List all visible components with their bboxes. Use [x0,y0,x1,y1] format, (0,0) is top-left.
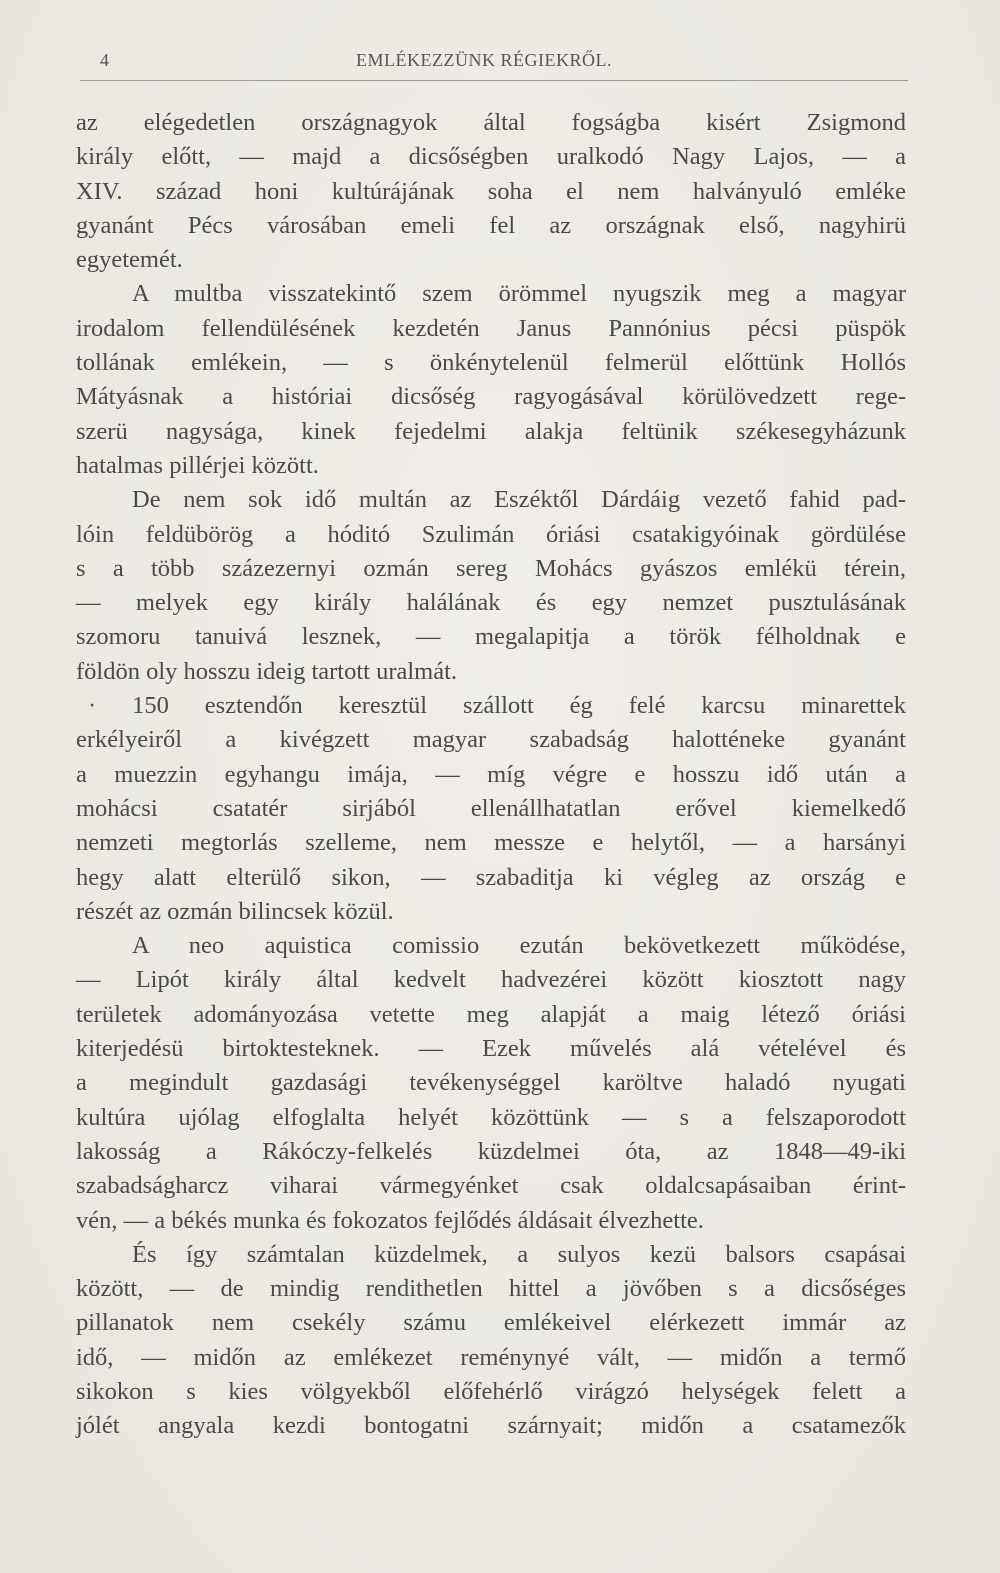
text-line: szabadságharcz viharai vármegyénket csak oldalcsapásaiban érint- [76,1172,906,1200]
text-line: A neo aquistica comissio ezután bekövetkezett működése, [132,932,906,960]
text-line: Mátyásnak a históriai dicsőség ragyogásával körülövedzett rege- [76,383,906,411]
text-line: — Lipót király által kedvelt hadvezérei között kiosztott nagy [76,966,906,994]
text-line: sikokon s kies völgyekből előfehérlő virágzó helységek felett a [76,1377,906,1405]
text-line: A multba visszatekintő szem örömmel nyugszik meg a magyar [132,280,906,308]
text-line: erkélyeiről a kivégzett magyar szabadság halotténeke gyanánt [76,726,906,754]
text-line: szerü nagysága, kinek fejedelmi alakja feltünik székesegyházunk [76,417,906,445]
text-line: mohácsi csatatér sirjából ellenállhatatlan erővel kiemelkedő [76,794,906,822]
text-line: király előtt, — majd a dicsőségben uralkodó Nagy Lajos, — a [76,143,906,171]
text-line: részét az ozmán bilincsek közül. [76,897,394,925]
text-line: De nem sok idő multán az Eszéktől Dárdáig vezető fahid pad- [132,486,906,514]
text-line: szomoru tanuivá lesznek, — megalapitja a török félholdnak e [76,623,906,651]
text-line: idő, — midőn az emlékezet reménynyé vált, — midőn a termő [76,1343,906,1371]
text-line: nemzeti megtorlás szelleme, nem messze e helytől, — a harsányi [76,829,906,857]
text-line: És így számtalan küzdelmek, a sulyos kezü balsors csapásai [132,1240,906,1268]
text-line: vén, — a békés munka és fokozatos fejlődés áldásait élvezhette. [76,1206,704,1234]
text-line: között, — de mindig rendithetlen hittel a jövőben s a dicsőséges [76,1275,906,1303]
text-line: kiterjedésü birtoktesteknek. — Ezek művelés alá vételével és [76,1035,906,1063]
page-header [76,50,908,74]
text-line: lóin feldübörög a hóditó Szulimán óriási csatakigyóinak gördülése [76,520,906,548]
text-line: irodalom fellendülésének kezdetén Janus Pannónius pécsi püspök [76,314,906,342]
text-line: az elégedetlen országnagyok által fogságba kisért Zsigmond [76,109,906,136]
text-line: hegy alatt elterülő sikon, — szabaditja ki végleg az ország e [76,863,906,891]
text-line: kultúra ujólag elfoglalta helyét közöttünk — s a felszaporodott [76,1103,906,1131]
text-line: pillanatok nem csekély számu emlékeivel elérkezett immár az [76,1309,906,1337]
text-line: s a több százezernyi ozmán sereg Mohács gyászos emlékü térein, [76,554,906,582]
text-line: területek adományozása vetette meg alapját a maig létező óriási [76,1000,906,1028]
running-title: EMLÉKEZZÜNK RÉGIEKRŐL. [356,50,612,70]
text-line: a megindult gazdasági tevékenységgel karöltve haladó nyugati [76,1069,906,1097]
text-line: a muezzin egyhangu imája, — míg végre e hosszu idő után a [76,760,906,788]
text-line: gyanánt Pécs városában emeli fel az országnak első, nagyhirü [76,211,906,239]
text-line: hatalmas pillérjei között. [76,451,319,479]
text-line: tollának emlékein, — s önkénytelenül felmerül előttünk Hollós [76,349,906,377]
text-line: jólét angyala kezdi bontogatni szárnyait; midőn a csatamezők [76,1412,906,1440]
text-line: egyetemét. [76,246,183,274]
text-line: · 150 esztendőn keresztül szállott ég felé karcsu minarettek [88,692,906,720]
text-line: — melyek egy király halálának és egy nemzet pusztulásának [76,589,906,617]
header-rule [80,80,908,81]
page-number: 4 [100,50,110,70]
body-text [76,106,906,1444]
text-line: lakosság a Rákóczy-felkelés küzdelmei óta, az 1848—49-iki [76,1137,906,1165]
text-line: XIV. század honi kultúrájának soha el nem halványuló emléke [76,177,906,205]
text-line: földön oly hosszu ideig tartott uralmát. [76,657,458,685]
